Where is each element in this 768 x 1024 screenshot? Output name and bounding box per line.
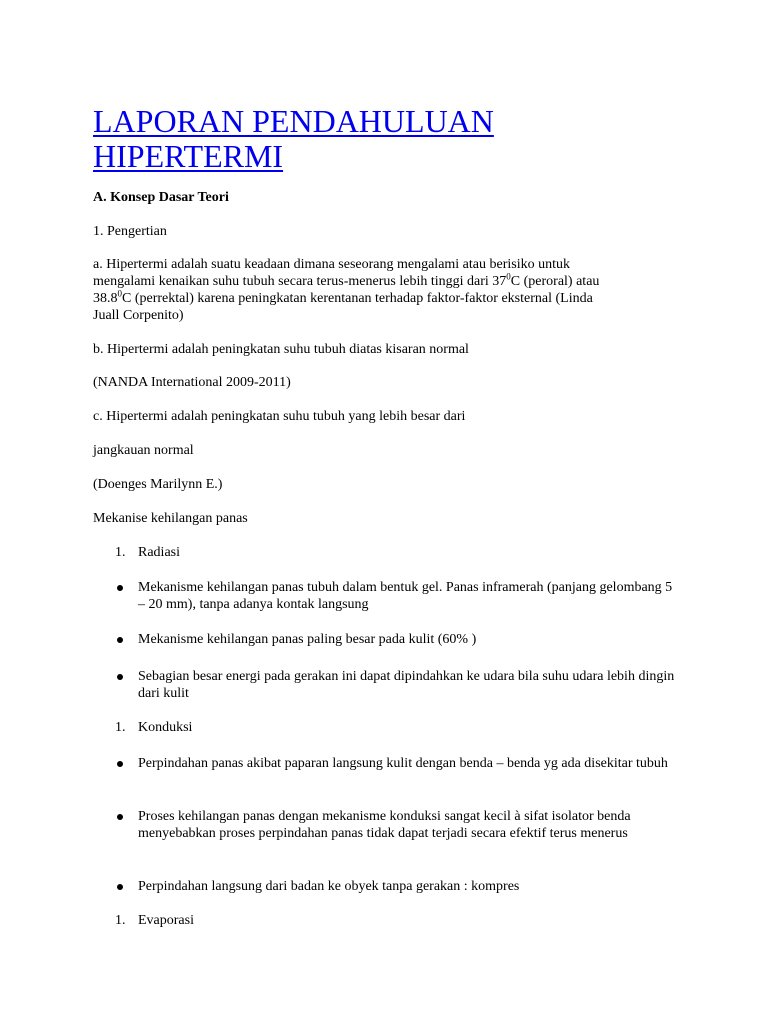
def-a-line2-post: C (peroral) atau bbox=[510, 274, 600, 289]
mekanisme-heading: Mekanise kehilangan panas bbox=[93, 511, 248, 526]
bullet-text: Sebagian besar energi pada gerakan ini dapat dipindahkan ke udara bila suhu udara lebih dingin dari kulit bbox=[138, 669, 675, 701]
bullet-icon bbox=[117, 674, 123, 680]
def-a-line3-post: C (perrektal) karena peningkatan kerentanan terhadap faktor-faktor eksternal (Linda bbox=[122, 291, 593, 306]
bullet-item bbox=[115, 755, 675, 772]
pengertian-heading: 1. Pengertian bbox=[93, 224, 167, 239]
document-title-link[interactable] bbox=[93, 104, 693, 174]
bullet-text: Perpindahan langsung dari badan ke obyek tanpa gerakan : kompres bbox=[138, 879, 520, 894]
list-item-konduksi bbox=[115, 719, 675, 736]
definition-b: b. Hipertermi adalah peningkatan suhu tubuh diatas kisaran normal bbox=[93, 342, 469, 357]
list-label-konduksi: Konduksi bbox=[138, 720, 193, 735]
bullet-item bbox=[115, 878, 675, 895]
list-label-evaporasi: Evaporasi bbox=[138, 913, 194, 928]
def-a-line4: Juall Corpenito) bbox=[93, 308, 184, 323]
list-number: 1. bbox=[115, 720, 126, 735]
bullet-item bbox=[115, 631, 675, 648]
list-number: 1. bbox=[115, 913, 126, 928]
bullet-icon bbox=[117, 884, 123, 890]
bullet-icon bbox=[117, 761, 123, 767]
bullet-text: Perpindahan panas akibat paparan langsung kulit dengan benda – benda yg ada disekitar tubuh bbox=[138, 756, 668, 771]
definition-c-continued: jangkauan normal bbox=[93, 443, 194, 458]
def-a-line2-pre: mengalami kenaikan suhu tubuh secara terus-menerus lebih tinggi dari 37 bbox=[93, 274, 507, 289]
bullet-item bbox=[115, 668, 675, 702]
title-line-2[interactable]: HIPERTERMI bbox=[93, 138, 284, 174]
source-b: (NANDA International 2009-2011) bbox=[93, 375, 291, 390]
bullet-icon bbox=[117, 814, 123, 820]
list-label-radiasi: Radiasi bbox=[138, 545, 180, 560]
bullet-icon bbox=[117, 585, 123, 591]
bullet-text: Mekanisme kehilangan panas paling besar pada kulit (60% ) bbox=[138, 632, 477, 647]
source-c: (Doenges Marilynn E.) bbox=[93, 477, 223, 492]
list-item-evaporasi bbox=[115, 912, 675, 929]
degree-sup-2: 0 bbox=[117, 288, 122, 299]
section-heading: A. Konsep Dasar Teori bbox=[93, 190, 229, 205]
definition-c: c. Hipertermi adalah peningkatan suhu tubuh yang lebih besar dari bbox=[93, 409, 466, 424]
bullet-item bbox=[115, 579, 675, 613]
def-a-line1: a. Hipertermi adalah suatu keadaan dimana seseorang mengalami atau berisiko untuk bbox=[93, 257, 570, 272]
title-line-1[interactable]: LAPORAN PENDAHULUAN bbox=[93, 103, 494, 139]
bullet-icon bbox=[117, 637, 123, 643]
list-number: 1. bbox=[115, 545, 126, 560]
def-a-line3-pre: 38.8 bbox=[93, 291, 118, 306]
definition-a bbox=[93, 256, 668, 324]
bullet-item bbox=[115, 808, 675, 842]
degree-sup-1: 0 bbox=[506, 271, 511, 282]
list-item-radiasi bbox=[115, 544, 675, 561]
bullet-text: Mekanisme kehilangan panas tubuh dalam bentuk gel. Panas inframerah (panjang gelombang 5 – 20 mm), tanpa adanya kontak langsung bbox=[138, 580, 673, 612]
bullet-text: Proses kehilangan panas dengan mekanisme konduksi sangat kecil à sifat isolator benda menyebabkan proses perpindahan panas tidak dapat terjadi secara efektif terus menerus bbox=[138, 809, 631, 841]
